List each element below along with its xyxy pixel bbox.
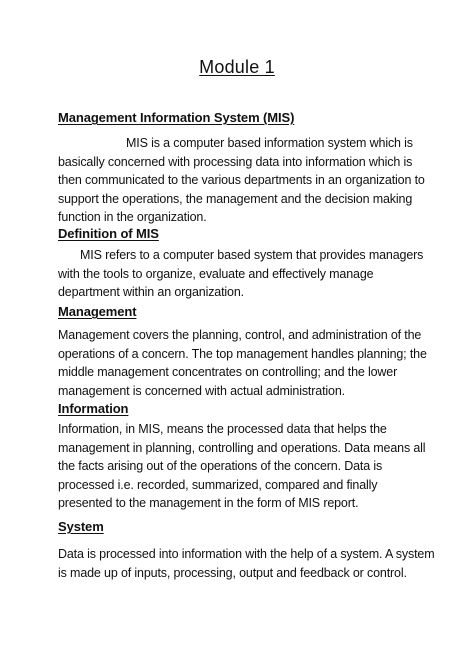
paragraph-line: is made up of inputs, processing, output and feedback or control.: [58, 565, 407, 580]
paragraph-line: management is concerned with actual administration.: [58, 383, 345, 398]
paragraph-line: with the tools to organize, evaluate and effectively manage: [58, 266, 374, 281]
paragraph-line: middle management concentrates on controlling; and the lower: [58, 365, 398, 380]
section-paragraph-mis: [58, 134, 425, 227]
paragraph-line: department within an organization.: [58, 285, 244, 300]
paragraph-line: processed i.e. recorded, summarized, compared and finally: [58, 477, 378, 492]
paragraph-line: basically concerned with processing data into information which is: [58, 154, 413, 169]
section-heading-information: Information: [58, 401, 129, 416]
paragraph-line: MIS is a computer based information system which is: [126, 136, 413, 150]
paragraph-line: Information, in MIS, means the processed data that helps the: [58, 422, 387, 436]
section-paragraph-definition: [58, 246, 424, 302]
section-heading-system: System: [58, 519, 104, 534]
paragraph-line: operations of a concern. The top management handles planning; the: [58, 346, 427, 361]
paragraph-line: presented to the management in the form of MIS report.: [58, 496, 359, 511]
paragraph-line: then communicated to the various departments in an organization to: [58, 173, 425, 188]
section-heading-management: Management: [58, 304, 137, 319]
paragraph-line: management in planning, controlling and operations. Data means all: [58, 440, 426, 455]
paragraph-line: Data is processed into information with the help of a system. A system: [58, 547, 435, 561]
paragraph-line: MIS refers to a computer based system that provides managers: [80, 248, 424, 262]
section-paragraph-system: [58, 545, 435, 582]
section-paragraph-management: [58, 326, 427, 400]
page-title: Module 1: [199, 57, 275, 77]
section-heading-mis: Management Information System (MIS): [58, 110, 295, 125]
paragraph-line: the facts arising out of the operations of the concern. Data is: [58, 459, 383, 474]
section-heading-definition: Definition of MIS: [58, 226, 159, 241]
section-paragraph-information: [58, 420, 426, 513]
paragraph-line: Management covers the planning, control, and administration of the: [58, 328, 422, 342]
paragraph-line: function in the organization.: [58, 210, 207, 225]
paragraph-line: support the operations, the management and the decision making: [58, 191, 413, 206]
